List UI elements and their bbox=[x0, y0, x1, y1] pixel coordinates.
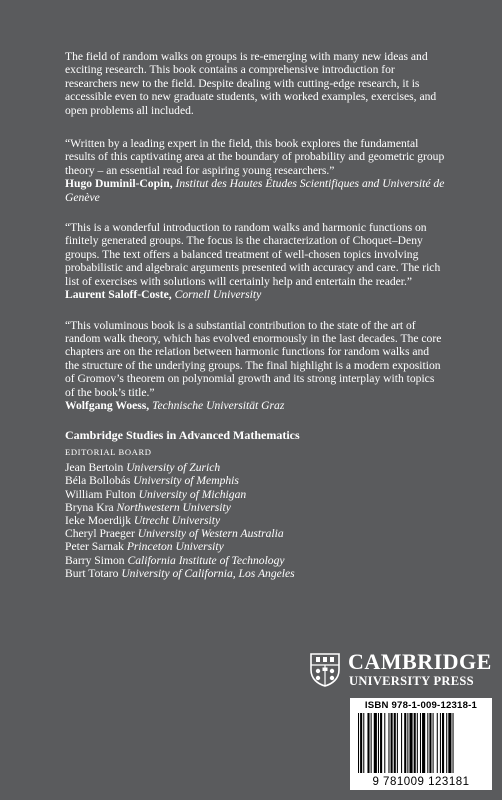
board-member-name: Béla Bollobás bbox=[65, 474, 131, 488]
board-member bbox=[65, 567, 445, 580]
board-member-affiliation: University of California, Los Angeles bbox=[121, 566, 295, 580]
barcode-stripe bbox=[378, 713, 379, 773]
editorial-board-label: EDITORIAL BOARD bbox=[65, 446, 152, 457]
barcode-stripe bbox=[437, 713, 438, 773]
board-member bbox=[65, 488, 445, 501]
barcode-stripe bbox=[448, 713, 451, 773]
cambridge-shield-icon bbox=[310, 653, 340, 687]
board-member-name: William Fulton bbox=[65, 487, 136, 501]
board-member-name: Peter Sarnak bbox=[65, 540, 124, 554]
endorser-affiliation: Institut des Hautes Études Scientifiques and Université de Genève bbox=[65, 177, 445, 204]
board-member-affiliation: California Institute of Technology bbox=[127, 553, 285, 567]
board-member-name: Jean Bertoin bbox=[65, 461, 124, 475]
endorsement-text: “This voluminous book is a substantial contribution to the state of the art of random walk theory, which has evolved enormously in the last decades. The core chapters are on the relation between harmonic functions for random walks and the structure of the underlying groups. The final highlight is a modern exposition of Gromov’s theorem on polynomial growth and its strong interplay with topics of the book’s title.” bbox=[65, 318, 442, 399]
barcode-stripe bbox=[360, 713, 362, 773]
barcode-stripe bbox=[388, 713, 389, 773]
barcode-stripe bbox=[407, 713, 408, 773]
endorsement-text: “Written by a leading expert in the field, this book explores the fundamental results of this captivating area at the boundary of probability and geometric group theory – an essential read for aspiring young researchers.” bbox=[65, 137, 445, 177]
barcode-stripe bbox=[367, 713, 369, 773]
barcode-stripe bbox=[401, 713, 402, 773]
endorsement-text: “This is a wonderful introduction to random walks and harmonic functions on finitely generated groups. The focus is the characterization of Choquet–Deny groups. The text offers a balanced treatment of well-chosen topics involving probabilistic and algebraic arguments presented with accuracy and care. The rich list of exercises with solutions will certainly help and entertain the reader.” bbox=[65, 221, 441, 288]
barcode-stripe bbox=[433, 713, 434, 773]
barcode-stripe bbox=[453, 713, 454, 773]
barcode-stripe bbox=[422, 713, 425, 773]
board-member-affiliation: Northwestern University bbox=[116, 500, 231, 514]
endorsement-2 bbox=[65, 221, 445, 301]
board-member bbox=[65, 474, 445, 487]
endorser-affiliation: Technische Universität Graz bbox=[152, 398, 285, 412]
publisher-subname: UNIVERSITY PRESS bbox=[349, 674, 474, 688]
board-member-name: Barry Simon bbox=[65, 553, 125, 567]
barcode-stripe bbox=[358, 713, 359, 773]
barcode-stripe bbox=[446, 713, 447, 773]
barcode-stripe bbox=[427, 713, 428, 773]
endorser-name: Hugo Duminil-Copin, bbox=[65, 177, 173, 191]
endorsement-attribution bbox=[65, 399, 445, 412]
barcode-digits: 9 781009 123181 bbox=[372, 776, 470, 788]
board-member-affiliation: University of Michigan bbox=[138, 487, 247, 501]
endorsement-1 bbox=[65, 137, 445, 204]
barcode-stripe bbox=[404, 713, 406, 773]
barcode-stripe bbox=[371, 713, 372, 773]
barcode-stripe bbox=[391, 713, 393, 773]
endorsement-attribution bbox=[65, 177, 445, 204]
barcode-image bbox=[358, 713, 484, 773]
barcode-stripe bbox=[374, 713, 377, 773]
board-member-affiliation: University of Zurich bbox=[126, 461, 221, 475]
barcode-stripe bbox=[417, 713, 418, 773]
board-member bbox=[65, 461, 445, 474]
barcode-stripe bbox=[363, 713, 364, 773]
board-member bbox=[65, 514, 445, 527]
publisher-logo bbox=[310, 649, 490, 689]
barcode-stripe bbox=[397, 713, 398, 773]
barcode-stripe bbox=[442, 713, 444, 773]
barcode-stripe bbox=[420, 713, 421, 773]
board-member bbox=[65, 501, 445, 514]
series-title: Cambridge Studies in Advanced Mathematics bbox=[65, 428, 300, 443]
board-member bbox=[65, 554, 445, 567]
board-member bbox=[65, 540, 445, 553]
board-member-affiliation: University of Western Australia bbox=[137, 527, 284, 541]
endorser-name: Wolfgang Woess, bbox=[65, 398, 150, 412]
barcode-stripe bbox=[409, 713, 412, 773]
barcode-stripe bbox=[440, 713, 441, 773]
barcode-stripe bbox=[384, 713, 385, 773]
isbn-label: ISBN 978-1-009-12318-1 bbox=[364, 700, 478, 711]
book-description: The field of random walks on groups is re-emerging with many new ideas and exciting research. This book contains a comprehensive introduction for researchers new to the field. Despite dealing with cutting-edge research, it is accessible even to new graduate students, with worked examples, exercises, and open problems all included. bbox=[65, 50, 437, 117]
editorial-board-list bbox=[65, 461, 445, 580]
endorser-name: Laurent Saloff-Coste, bbox=[65, 288, 172, 302]
publisher-name: CAMBRIDGE bbox=[348, 649, 492, 674]
board-member-name: Ieke Moerdijk bbox=[65, 513, 131, 527]
board-member bbox=[65, 527, 445, 540]
board-member-name: Burt Totaro bbox=[65, 566, 119, 580]
barcode-stripe bbox=[394, 713, 396, 773]
board-member-affiliation: University of Memphis bbox=[133, 474, 239, 488]
cover-text bbox=[65, 50, 445, 580]
barcode-stripe bbox=[380, 713, 382, 773]
endorser-affiliation: Cornell University bbox=[174, 288, 262, 302]
board-member-name: Bryna Kra bbox=[65, 500, 114, 514]
endorsement-attribution bbox=[65, 288, 445, 301]
barcode-stripe bbox=[429, 713, 431, 773]
board-member-affiliation: Utrecht University bbox=[133, 513, 221, 527]
endorsement-3 bbox=[65, 319, 445, 413]
board-member-name: Cheryl Praeger bbox=[65, 527, 135, 541]
barcode-stripe bbox=[414, 713, 416, 773]
board-member-affiliation: Princeton University bbox=[126, 540, 224, 554]
